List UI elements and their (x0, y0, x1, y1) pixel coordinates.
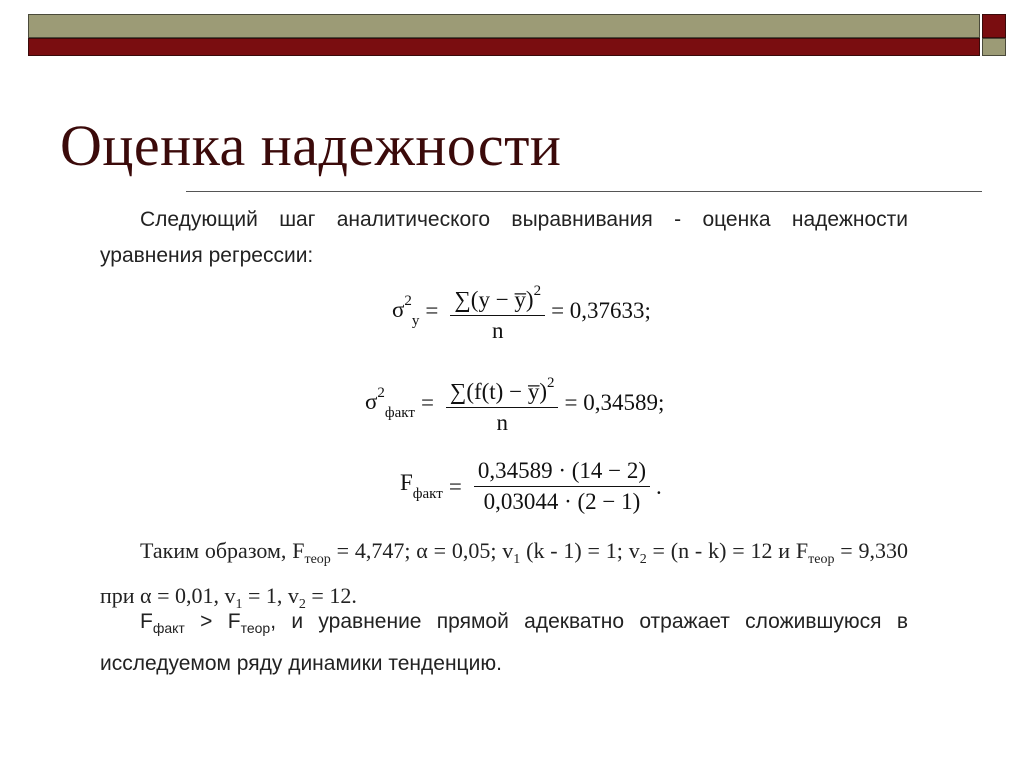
formula2-lhs: $\sigma^2_{факт}$ (365, 384, 415, 421)
formula1-denominator: n (491, 318, 504, 343)
formula-variance-y: $\sigma^2_y$ = $\frac{\sum(y - y̅)^2}{n}$ = 0,37633; (392, 276, 651, 346)
intro-text: Следующий шаг аналитического выравнивания - оценка надежности уравнения регрессии: (100, 208, 908, 267)
formula3-denominator: 0,03044 · (2 − 1) (483, 489, 641, 514)
conclusion-paragraph: Таким образом, $F_{теор} = 4,747$; α = 0,05; $v_1$ (k - 1) = 1; $v_2 = (n - k) = 12$ и $F_{теор} = 9,330$ при α = 0,01, $v_1 = 1$, $v_2 = 12$. (100, 538, 909, 612)
header-square-olive (982, 38, 1006, 56)
final-paragraph: $F_{факт} > F_{теор}$, и уравнение прямой адекватно отражает сложившуюся в исследуемом ряду динамики тенденцию. (100, 610, 908, 675)
formula2-numerator: ∑(f(t) − y̅)$^2$ (446, 368, 559, 408)
formula2-fraction (446, 368, 559, 438)
formula1-lhs: $\sigma^2_y$ (392, 292, 420, 329)
formula-variance-fact: $\sigma^2_{факт}$ = $\frac{\sum(f(t) - y̅)^2}{n}$ = 0,34589; (365, 368, 664, 438)
slide-title: Оценка надежности (60, 113, 562, 178)
formula3-lhs: $F_{факт}$ (400, 470, 443, 502)
header-bar-maroon (28, 38, 980, 56)
header-square-maroon (982, 14, 1006, 38)
formula1-result: = 0,37633; (551, 298, 651, 323)
formula3-fraction (474, 456, 650, 517)
formula3-end: . (656, 473, 662, 499)
formula1-fraction (450, 276, 545, 346)
formula3-numerator: 0,34589 · (14 − 2) (474, 456, 650, 487)
formula2-result: = 0,34589; (564, 390, 665, 415)
intro-paragraph (100, 202, 908, 274)
formula1-numerator: ∑(y − y̅)$^2$ (450, 276, 545, 316)
title-divider (186, 191, 982, 192)
formula-f-fact: $F_{факт}$ = $\frac{0,34589 \cdot (14 - 2)}{0,03044 \cdot (2 - 1)}$ . (400, 456, 662, 517)
formula2-denominator: n (496, 410, 508, 435)
header-bar-olive (28, 14, 980, 38)
